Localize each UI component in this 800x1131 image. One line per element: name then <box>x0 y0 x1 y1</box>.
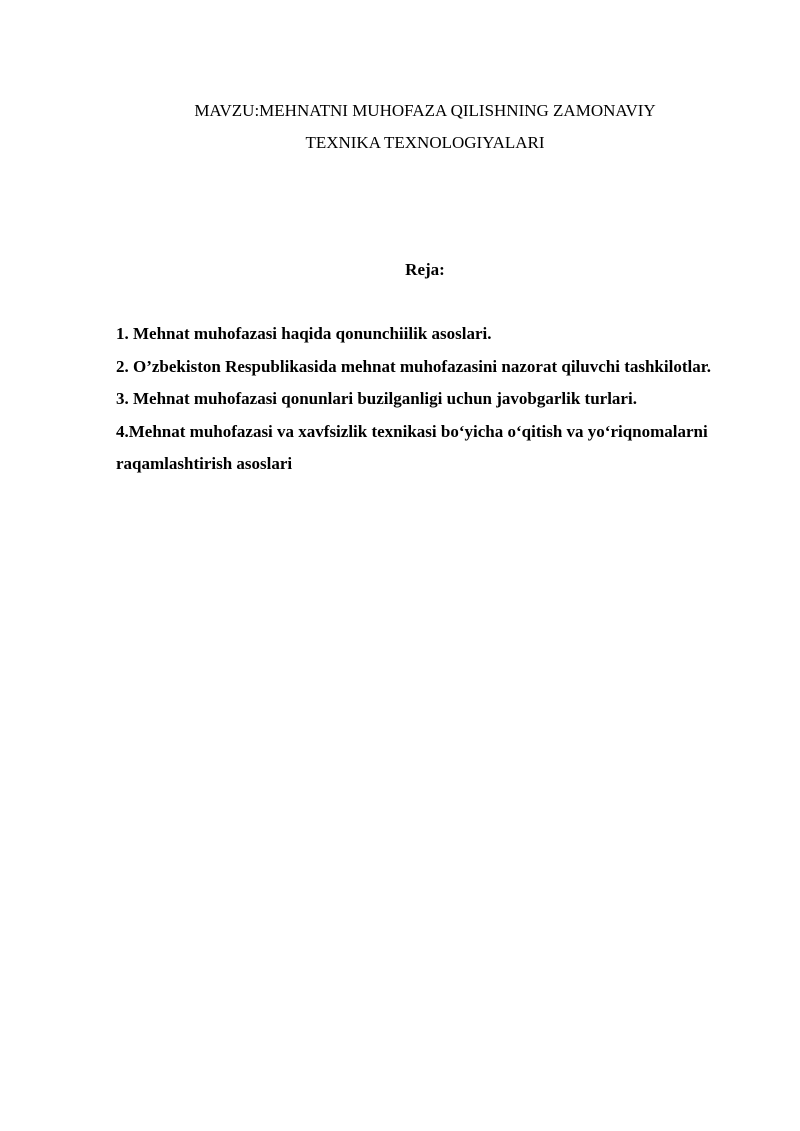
plan-heading: Reja: <box>405 260 445 279</box>
plan-item-2: 2. O’zbekiston Respublikasida mehnat muhofazasini nazorat qiluvchi tashkilotlar. <box>116 356 711 376</box>
plan-item-4: 4.Mehnat muhofazasi va xavfsizlik texnikasi bo‘yicha o‘qitish va yo‘riqnomalarni raqamlashtirish asoslari <box>116 421 708 473</box>
document-title <box>115 95 735 159</box>
title-line-1: MAVZU:MEHNATNI MUHOFAZA QILISHNING ZAMONAVIY <box>194 101 656 120</box>
title-line-2: TEXNIKA TEXNOLOGIYALARI <box>305 133 545 152</box>
plan-item-3: 3. Mehnat muhofazasi qonunlari buzilganligi uchun javobgarlik turlari. <box>116 389 637 408</box>
plan-item-1: 1. Mehnat muhofazasi haqida qonunchiilik asoslari. <box>116 324 492 343</box>
plan-list <box>116 318 716 481</box>
